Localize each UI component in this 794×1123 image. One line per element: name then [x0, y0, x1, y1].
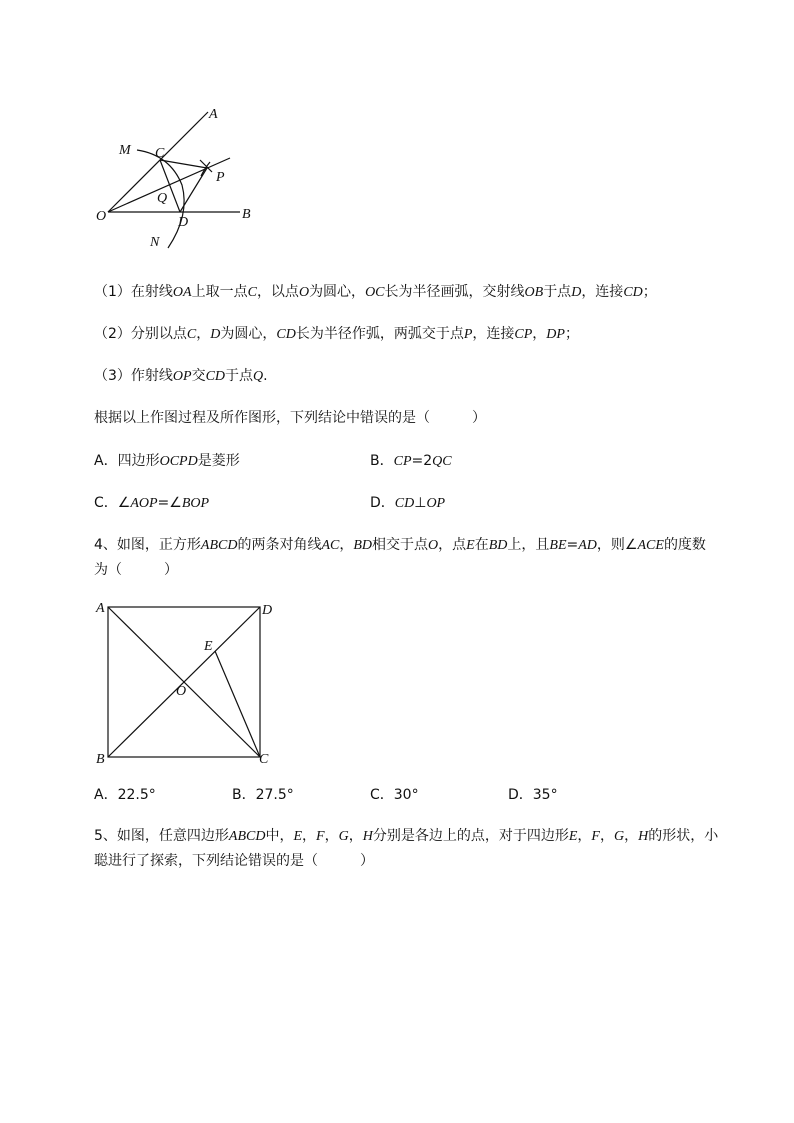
step-2: （2）分别以点C，D为圆心，CD长为半径作弧，两弧交于点P，连接CP，DP； [94, 326, 579, 342]
q3-option-b[interactable]: B．CP=2QC [370, 453, 452, 469]
q3-option-a[interactable]: A．四边形OCPD是菱形 [94, 453, 240, 469]
q5-stem-line2: 聪进行了探索，下列结论错误的是（ ） [94, 853, 374, 869]
label-A: A [209, 107, 218, 122]
label-B: B [242, 207, 251, 222]
label-O: O [176, 684, 187, 699]
segment-EC [215, 651, 260, 757]
label-C: C [259, 752, 269, 767]
label-O: O [96, 209, 107, 224]
label-Q: Q [157, 191, 168, 206]
label-M: M [119, 143, 131, 158]
q4-stem-line1: 4、如图，正方形ABCD的两条对角线AC，BD相交于点O，点E在BD上，且BE=AD，则∠ACE的度数 [94, 537, 706, 553]
label-P: P [216, 170, 225, 185]
label-C: C [155, 146, 165, 161]
q4-option-c[interactable]: C．30° [370, 787, 419, 803]
label-E: E [204, 639, 213, 654]
step-3: （3）作射线OP交CD于点Q. [94, 368, 268, 384]
label-N: N [150, 235, 160, 250]
q4-stem-line2: 为（ ） [94, 562, 178, 578]
q4-option-a[interactable]: A．22.5° [94, 787, 156, 803]
q3-stem: 根据以上作图过程及所作图形，下列结论中错误的是（ ） [94, 410, 486, 426]
q4-option-b[interactable]: B．27.5° [232, 787, 294, 803]
step-1: （1）在射线OA上取一点C，以点O为圆心，OC长为半径画弧，交射线OB于点D，连接CD； [94, 284, 657, 300]
label-B: B [96, 752, 105, 767]
label-A: A [96, 601, 105, 616]
q5-stem-line1: 5、如图，任意四边形ABCD中，E，F，G，H分别是各边上的点，对于四边形E，F，G，H的形状，小 [94, 828, 719, 844]
q3-option-d[interactable]: D．CD⊥OP [370, 495, 446, 511]
label-D: D [262, 603, 273, 618]
q3-option-c[interactable]: C．∠AOP=∠BOP [94, 495, 210, 511]
q4-option-d[interactable]: D．35° [508, 787, 558, 803]
label-D: D [178, 215, 189, 230]
